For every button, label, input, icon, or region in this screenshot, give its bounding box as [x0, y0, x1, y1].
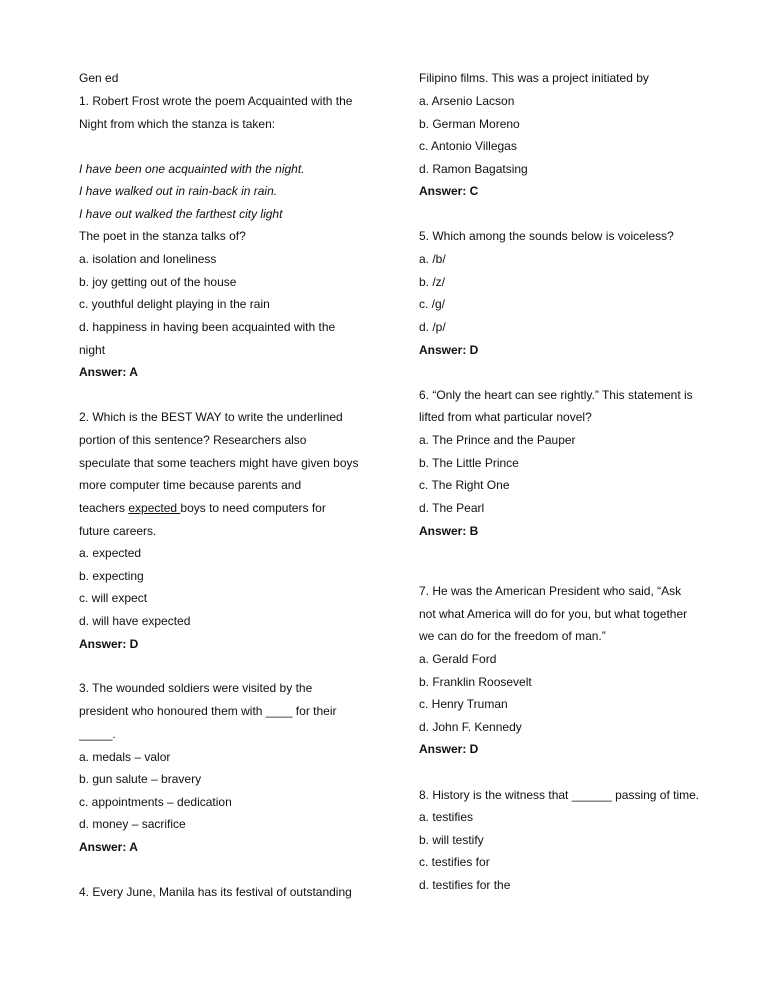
option-c: c. Henry Truman: [419, 697, 508, 711]
stem-text: boys to need computers for: [180, 501, 326, 515]
option-a: a. Gerald Ford: [419, 652, 497, 666]
question-stem: 1. Robert Frost wrote the poem Acquainted with the: [79, 94, 353, 108]
question-stem: 5. Which among the sounds below is voiceless?: [419, 229, 674, 243]
question-stem: 3. The wounded soldiers were visited by the: [79, 681, 313, 695]
option-b: b. Franklin Roosevelt: [419, 675, 532, 689]
underlined-portion: expected: [128, 501, 181, 515]
option-a: a. /b/: [419, 252, 446, 266]
question-stem: portion of this sentence? Researchers also: [79, 433, 307, 447]
option-b: b. gun salute – bravery: [79, 772, 202, 786]
question-stem: 6. “Only the heart can see rightly.” This statement is: [419, 388, 693, 402]
option-b: b. expecting: [79, 569, 144, 583]
option-b: b. The Little Prince: [419, 456, 519, 470]
option-c: c. The Right One: [419, 478, 510, 492]
option-a: a. expected: [79, 546, 142, 560]
option-c: c. appointments – dedication: [79, 795, 232, 809]
question-stem: we can do for the freedom of man.”: [419, 629, 606, 643]
option-a: a. testifies: [419, 810, 474, 824]
question-stem: lifted from what particular novel?: [419, 410, 592, 424]
option-b: b. German Moreno: [419, 117, 520, 131]
option-c: c. Antonio Villegas: [419, 139, 517, 153]
document-header: Gen ed: [79, 71, 119, 85]
option-d: d. money – sacrifice: [79, 817, 186, 831]
option-d: d. The Pearl: [419, 501, 485, 515]
option-d: d. Ramon Bagatsing: [419, 162, 528, 176]
question-stem: speculate that some teachers might have given boys: [79, 456, 359, 470]
option-d: d. will have expected: [79, 614, 191, 628]
option-c: c. will expect: [79, 591, 148, 605]
question-stem: 2. Which is the BEST WAY to write the underlined: [79, 410, 343, 424]
option-a: a. isolation and loneliness: [79, 252, 217, 266]
option-d: d. testifies for the: [419, 878, 511, 892]
option-a: a. Arsenio Lacson: [419, 94, 515, 108]
answer-label: Answer: C: [419, 184, 479, 198]
answer-label: Answer: A: [79, 840, 138, 854]
option-a: a. medals – valor: [79, 750, 171, 764]
poem-line: I have been one acquainted with the night.: [79, 162, 305, 176]
question-stem: not what America will do for you, but what together: [419, 607, 688, 621]
option-a: a. The Prince and the Pauper: [419, 433, 576, 447]
option-d-continued: night: [79, 343, 106, 357]
option-d: d. happiness in having been acquainted with the: [79, 320, 336, 334]
option-d: d. John F. Kennedy: [419, 720, 522, 734]
question-stem: 8. History is the witness that ______ passing of time.: [419, 788, 700, 802]
option-d: d. /p/: [419, 320, 446, 334]
option-b: b. /z/: [419, 275, 446, 289]
question-stem: 4. Every June, Manila has its festival of outstanding: [79, 885, 352, 899]
question-prompt: The poet in the stanza talks of?: [79, 229, 246, 243]
question-stem: [79, 501, 326, 515]
question-stem: _____.: [79, 727, 116, 741]
option-c: c. /g/: [419, 297, 446, 311]
answer-label: Answer: D: [419, 742, 479, 756]
stem-text: teachers: [79, 501, 129, 515]
answer-label: Answer: D: [419, 343, 479, 357]
question-stem: Night from which the stanza is taken:: [79, 117, 276, 131]
option-b: b. joy getting out of the house: [79, 275, 237, 289]
question-stem: more computer time because parents and: [79, 478, 302, 492]
question-stem: Filipino films. This was a project initiated by: [419, 71, 649, 85]
poem-line: I have walked out in rain-back in rain.: [79, 184, 278, 198]
question-stem: future careers.: [79, 524, 157, 538]
answer-label: Answer: D: [79, 637, 139, 651]
option-c: c. youthful delight playing in the rain: [79, 297, 270, 311]
question-stem: 7. He was the American President who said, “Ask: [419, 584, 682, 598]
option-b: b. will testify: [419, 833, 484, 847]
option-c: c. testifies for: [419, 855, 490, 869]
question-stem: president who honoured them with ____ for their: [79, 704, 337, 718]
poem-line: I have out walked the farthest city light: [79, 207, 283, 221]
answer-label: Answer: B: [419, 524, 479, 538]
answer-label: Answer: A: [79, 365, 138, 379]
